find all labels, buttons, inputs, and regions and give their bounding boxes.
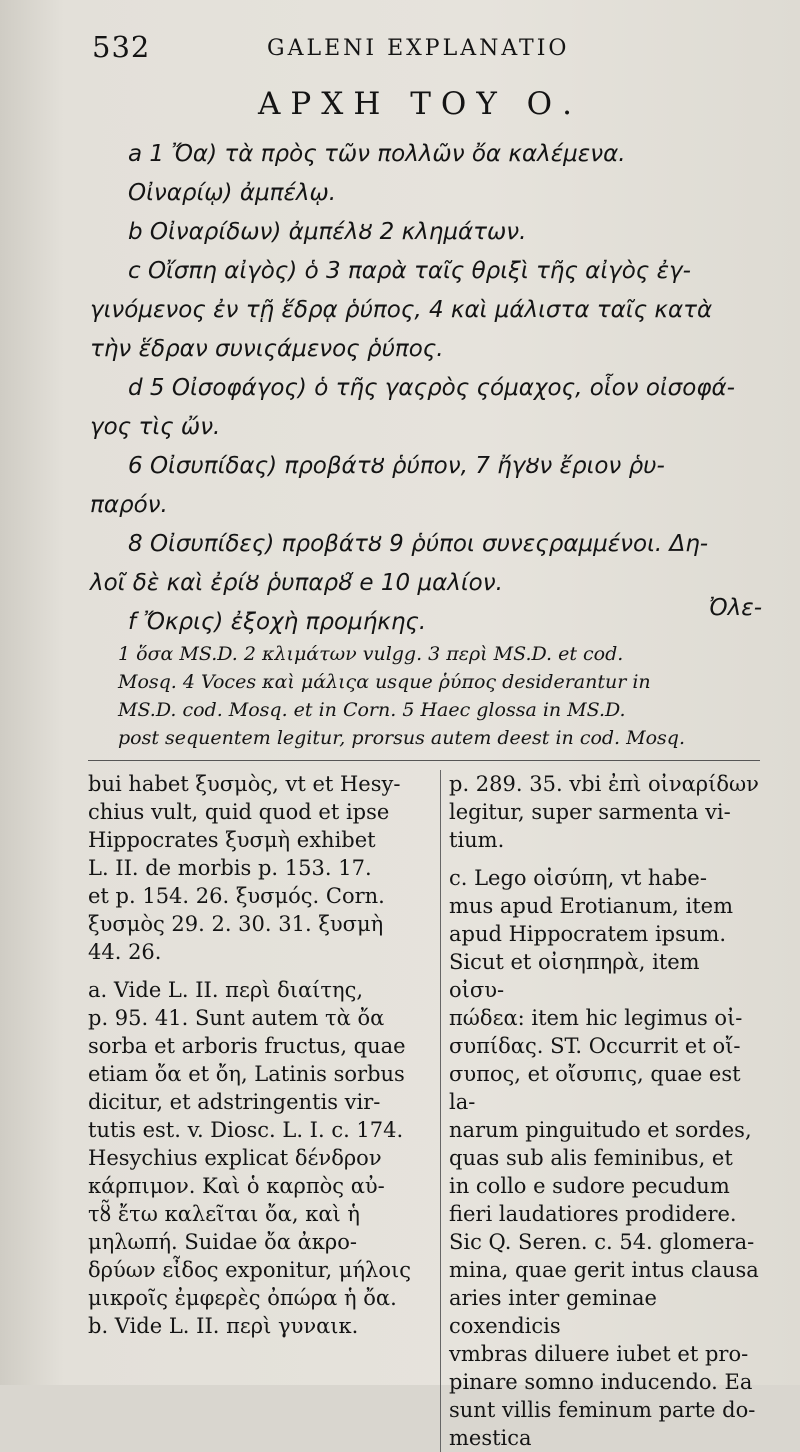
entry-line: γος τὶς ὤν.	[90, 414, 221, 440]
running-head: GALENI EXPLANATIO	[267, 36, 570, 61]
commentary-line: quas sub alis feminibus, et	[449, 1146, 733, 1170]
entry-line: b Οἰναρίδων) ἀμπέλȣ 2 κλημάτων.	[128, 219, 527, 245]
glossary-entry	[90, 213, 770, 252]
commentary-line: legitur, super sarmenta vi-	[449, 800, 731, 824]
commentary-right-column	[440, 770, 760, 1452]
commentary-line: dicitur, et adstringentis vir-	[88, 1090, 381, 1114]
commentary-line: sorba et arboris fructus, quae	[88, 1034, 406, 1058]
commentary-line: μηλωπή. Suidae ὄα ἀκρο-	[88, 1230, 357, 1254]
section-title: ΑΡΧΗ ΤΟΥ Ο.	[258, 86, 582, 122]
footnote-line: post sequentem legitur, prorsus autem deest in cod. Mosq.	[118, 727, 685, 749]
footnote-line: 1 ὅσα MS.D. 2 κλιμάτων vulgg. 3 περὶ MS.D. et cod.	[118, 643, 624, 665]
footnote-line: Mosq. 4 Voces καὶ μάλιςα usque ῥύπος desiderantur in	[118, 671, 651, 693]
entry-line: 6 Οἰσυπίδας) προβάτȣ ῥύπον, 7 ἤγȣν ἔριον ῥυ-	[128, 453, 665, 479]
glossary-entry	[90, 525, 770, 603]
commentary-line: b. Vide L. II. περὶ γυναικ.	[88, 1314, 359, 1338]
commentary-line: vmbras diluere iubet et pro-	[449, 1342, 749, 1366]
commentary-line: πώδεα: item hic legimus οἰ-	[449, 1006, 743, 1030]
commentary-line: L. II. de morbis p. 153. 17.	[88, 856, 372, 880]
glossary-entry	[90, 603, 770, 642]
commentary-line: συπος, et οἴσυπις, quae est la-	[449, 1062, 741, 1114]
commentary-line: Sic Q. Seren. c. 54. glomera-	[449, 1230, 755, 1254]
commentary-line: c. Lego οἰσύπη, vt habe-	[449, 866, 707, 890]
commentary-line: 44. 26.	[88, 940, 162, 964]
footnote-line: MS.D. cod. Mosq. et in Corn. 5 Haec glossa in MS.D.	[118, 699, 626, 721]
commentary-line: ξυσμὸς 29. 2. 30. 31. ξυσμὴ	[88, 912, 384, 936]
entry-line: 8 Οἰσυπίδες) προβάτȣ 9 ῥύποι συνεςραμμένοι. Δη-	[128, 531, 709, 557]
paragraph-gap	[449, 854, 760, 864]
commentary-line: p. 95. 41. Sunt autem τὰ ὄα	[88, 1006, 385, 1030]
commentary-line: narum pinguitudo et sordes,	[449, 1118, 752, 1142]
entry-line: παρόν.	[90, 492, 168, 518]
commentary-line: mestica	[449, 1426, 532, 1450]
commentary-line: συπίδας. ST. Occurrit et οἴ-	[449, 1034, 741, 1058]
commentary-line: Sicut et οἰσηπηρὰ, item οἰσυ-	[449, 950, 700, 1002]
commentary-line: δρύων εἶδος exponitur, μήλοις	[88, 1258, 411, 1282]
commentary-line: τȣ̃ ἔτω καλεῖται ὄα, καὶ ἡ	[88, 1202, 360, 1226]
commentary-line: p. 289. 35. vbi ἐπὶ οἰναρίδων	[449, 772, 759, 796]
commentary-line: tutis est. v. Diosc. L. I. c. 174.	[88, 1118, 404, 1142]
entry-line: γινόμενος ἐν τῇ ἕδρᾳ ῥύπος, 4 καὶ μάλιστα ταῖς κατὰ	[90, 297, 713, 323]
commentary-left-column	[88, 770, 420, 1340]
page-number: 532	[92, 30, 151, 64]
commentary-line: a. Vide L. II. περὶ διαίτης,	[88, 978, 364, 1002]
glossary-entry	[90, 252, 770, 369]
commentary-line: mus apud Erotianum, item	[449, 894, 733, 918]
commentary-line: aries inter geminae coxendicis	[449, 1286, 657, 1338]
page-header	[92, 30, 760, 70]
commentary-line: chius vult, quid quod et ipse	[88, 800, 390, 824]
commentary-line: sunt villis feminum parte do-	[449, 1398, 756, 1422]
glossary-entry	[90, 369, 770, 447]
commentary-line: et p. 154. 26. ξυσμός. Corn.	[88, 884, 385, 908]
entry-line: d 5 Οἰσοφάγος) ὁ τῆς γαςρὸς ςόμαχος, οἷον οἰσοφά-	[128, 375, 735, 401]
commentary-line: apud Hippocratem ipsum.	[449, 922, 726, 946]
glossary-entry	[90, 174, 770, 213]
entry-line: a 1 Ὄα) τὰ πρὸς τῶν πολλῶν ὄα καλέμενα.	[128, 141, 626, 167]
commentary-line: mina, quae gerit intus clausa	[449, 1258, 759, 1282]
commentary-line: tium.	[449, 828, 505, 852]
paragraph-gap	[88, 966, 420, 976]
footnotes	[118, 640, 768, 752]
commentary-line: pinare somno inducendo. Ea	[449, 1370, 753, 1394]
commentary-line: bui habet ξυσμὸς, vt et Hesy-	[88, 772, 401, 796]
commentary-line: in collo e sudore pecudum	[449, 1174, 730, 1198]
commentary-line: κάρπιμον. Καὶ ὁ καρπὸς αὐ-	[88, 1174, 385, 1198]
glossary-entries	[90, 135, 770, 642]
commentary-line: etiam ὄα et ὄη, Latinis sorbus	[88, 1062, 405, 1086]
entry-line: τὴν ἕδραν συνιςάμενος ῥύπος.	[90, 336, 444, 362]
entry-line: λοῖ δὲ καὶ ἐρίȣ ῥυπαρȣ̃ e 10 μαλίον.	[90, 570, 503, 596]
entry-line: f Ὄκρις) ἐξοχὴ προμήκης.	[128, 609, 427, 635]
glossary-entry	[90, 135, 770, 174]
entry-line: Οἰναρίῳ) ἀμπέλῳ.	[128, 180, 337, 206]
commentary-line: Hippocrates ξυσμὴ exhibet	[88, 828, 376, 852]
commentary-line: fieri laudatiores prodidere.	[449, 1202, 737, 1226]
entry-line: c Οἴσπη αἰγὸς) ὁ 3 παρὰ ταῖς θριξὶ τῆς αἰγὸς ἐγ-	[128, 258, 691, 284]
commentary-line: Hesychius explicat δένδρον	[88, 1146, 382, 1170]
commentary-line: μικροῖς ἐμφερὲς ὀπώρα ἡ ὄα.	[88, 1286, 397, 1310]
catchword: Ὀλε-	[709, 595, 762, 621]
divider-rule	[88, 760, 760, 761]
glossary-entry	[90, 447, 770, 525]
